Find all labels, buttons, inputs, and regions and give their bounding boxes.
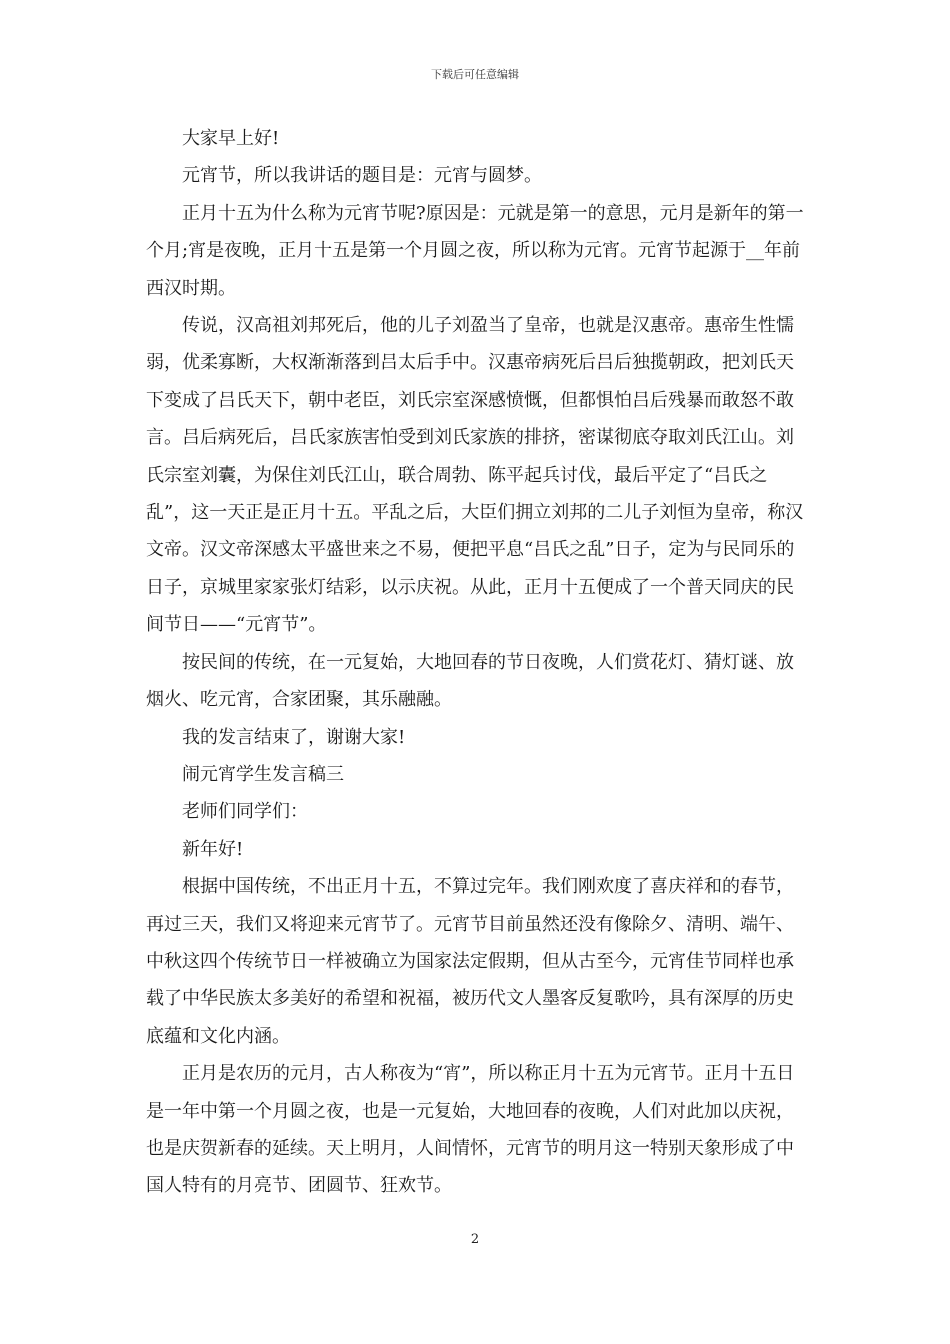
page-number: 2 — [470, 1232, 480, 1247]
paragraph-new-year: 新年好! — [182, 838, 244, 860]
paragraph-origin: 正月十五为什么称为元宵节呢?原因是：元就是第一的意思，元月是新年的第一个月;宵是夜晚，正月十五是第一个月圆之夜，所以称为元宵。元宵节起源于__年前西汉时期。 — [146, 202, 804, 299]
page-header: 下载后可任意编辑 — [431, 68, 519, 81]
paragraph-salutation: 老师们同学们： — [182, 801, 308, 823]
document-body — [146, 120, 811, 1205]
section-title: 闹元宵学生发言稿三 — [182, 763, 344, 785]
paragraph-custom: 根据中国传统，不出正月十五，不算过完年。我们刚欢度了喜庆祥和的春节，再过三天，我们又将迎来元宵节了。元宵节目前虽然还没有像除夕、清明、端午、中秋这四个传统节日一样被确立为国家法定假期，但从古至今，元宵佳节同样也承载了中华民族太多美好的希望和祝福，被历代文人墨客反复歌吟，具有深厚的历史底蕴和文化内涵。 — [146, 876, 794, 1047]
paragraph-closing: 我的发言结束了，谢谢大家! — [182, 726, 406, 748]
paragraph-tradition: 按民间的传统，在一元复始，大地回春的节日夜晚，人们赏花灯、猜灯谜、放烟火、吃元宵，合家团聚，其乐融融。 — [146, 651, 794, 711]
paragraph-legend: 传说，汉高祖刘邦死后，他的儿子刘盈当了皇帝，也就是汉惠帝。惠帝生性懦弱，优柔寡断，大权渐渐落到吕太后手中。汉惠帝病死后吕后独揽朝政，把刘氏天下变成了吕氏天下，朝中老臣，刘氏宗室深感愤慨，但都惧怕吕后残暴而敢怒不敢言。吕后病死后，吕氏家族害怕受到刘氏家族的排挤，密谋彻底夺取刘氏江山。刘氏宗室刘囊，为保住刘氏江山，联合周勃、陈平起兵讨伐，最后平定了“吕氏之乱”，这一天正是正月十五。平乱之后，大臣们拥立刘邦的二儿子刘恒为皇帝，称汉文帝。汉文帝深感太平盛世来之不易，便把平息“吕氏之乱”日子，定为与民同乐的日子，京城里家家张灯结彩，以示庆祝。从此，正月十五便成了一个普天同庆的民间节日——“元宵节”。 — [146, 315, 804, 636]
paragraph-meaning: 正月是农历的元月，古人称夜为“宵”，所以称正月十五为元宵节。正月十五日是一年中第一个月圆之夜，也是一元复始，大地回春的夜晚，人们对此加以庆祝，也是庆贺新春的延续。天上明月，人间情怀，元宵节的明月这一特别天象形成了中国人特有的月亮节、团圆节、狂欢节。 — [146, 1063, 795, 1197]
paragraph-greeting: 大家早上好! — [182, 128, 280, 149]
paragraph-topic: 元宵节，所以我讲话的题目是：元宵与圆梦。 — [182, 165, 542, 187]
